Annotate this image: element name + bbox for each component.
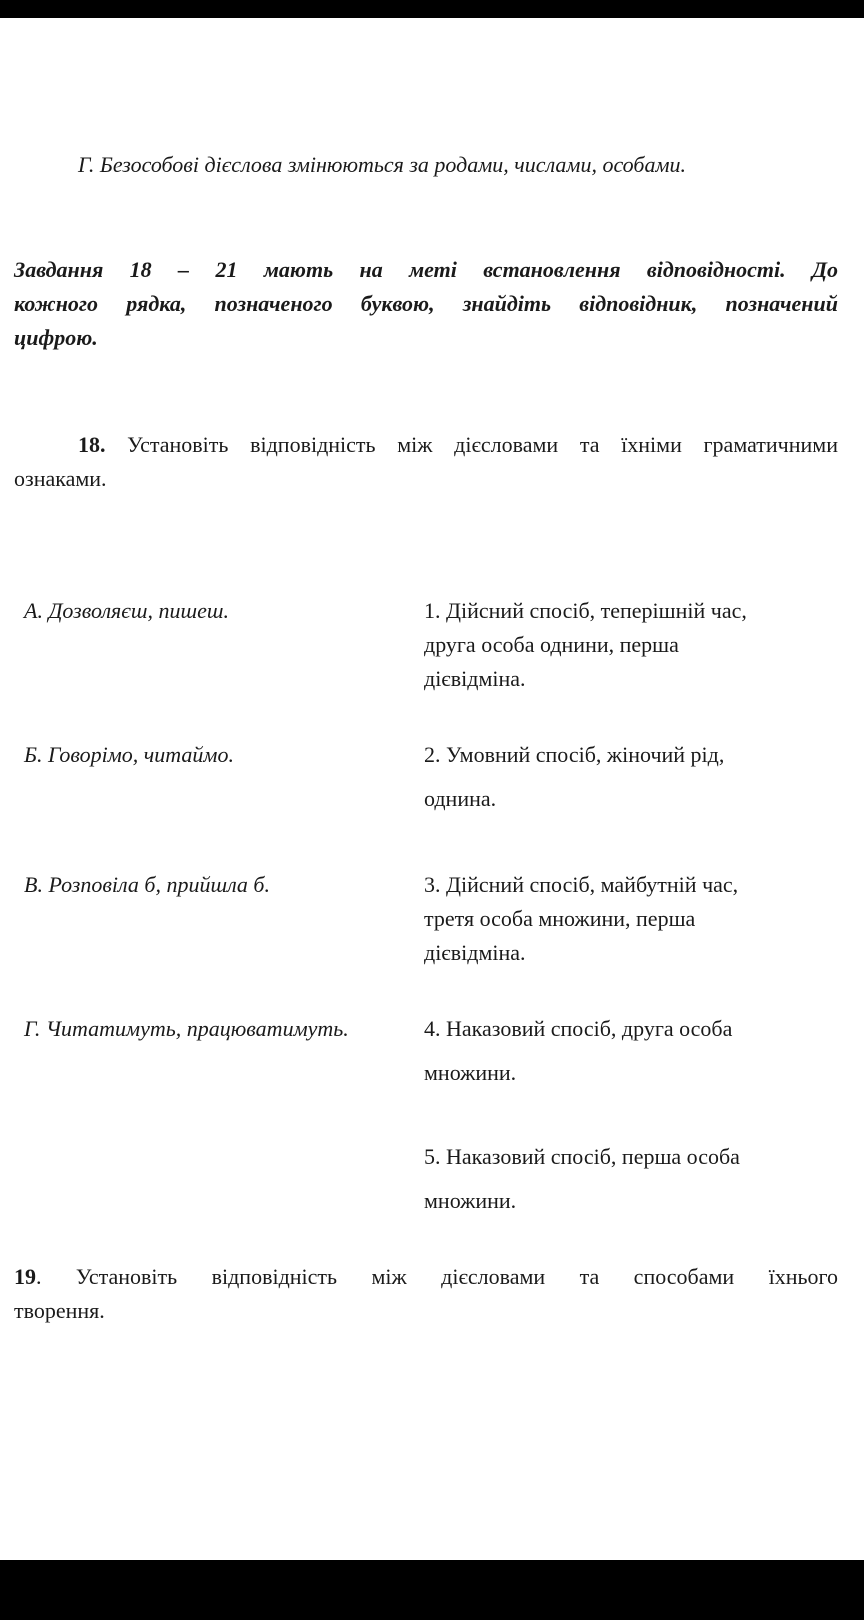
option-b: Б. Говорімо, читаймо. <box>24 742 234 767</box>
answer-3-line-1: 3. Дійсний спосіб, майбутній час, <box>424 872 739 897</box>
option-a: А. Дозволяєш, пишеш. <box>24 598 229 623</box>
task-18-line-1 <box>78 428 838 462</box>
answer-5-line-2: множини. <box>424 1188 517 1213</box>
top-black-bar <box>0 0 864 18</box>
instructions-line-1: Завдання 18 – 21 мають на меті встановлення відповідності. До <box>14 257 838 282</box>
answer-5-line-1: 5. Наказовий спосіб, перша особа <box>424 1144 740 1169</box>
instructions-line-2: кожного рядка, позначеного буквою, знайдіть відповідник, позначений <box>14 291 838 316</box>
task-18-text: Установіть відповідність між дієсловами та їхніми граматичними <box>127 432 838 457</box>
task-18-line-2: ознаками. <box>14 466 107 491</box>
task-19-text: . Установіть відповідність між дієсловами та способами їхнього <box>36 1264 838 1289</box>
answer-4-line-2: множини. <box>424 1060 517 1085</box>
answer-2-line-1: 2. Умовний спосіб, жіночий рід, <box>424 742 725 767</box>
task-19-line-2: творення. <box>14 1298 105 1323</box>
answer-1-line-1: 1. Дійсний спосіб, теперішній час, <box>424 598 747 623</box>
task-19-line-1 <box>14 1260 838 1294</box>
answer-2-line-2: однина. <box>424 786 497 811</box>
answer-3-line-2: третя особа множини, перша <box>424 906 696 931</box>
previous-option-g: Г. Безособові дієслова змінюються за родами, числами, особами. <box>78 152 686 177</box>
answer-3-line-3: дієвідміна. <box>424 940 526 965</box>
option-v: В. Розповіла б, прийшла б. <box>24 872 270 897</box>
task-18-number: 18. <box>78 432 106 457</box>
bottom-black-bar <box>0 1560 864 1620</box>
answer-4-line-1: 4. Наказовий спосіб, друга особа <box>424 1016 733 1041</box>
option-g: Г. Читатимуть, працюватимуть. <box>24 1016 349 1041</box>
task-19-number: 19 <box>14 1264 36 1289</box>
answer-1-line-2: друга особа однини, перша <box>424 632 679 657</box>
answer-1-line-3: дієвідміна. <box>424 666 526 691</box>
instructions-line-3: цифрою. <box>14 325 98 350</box>
